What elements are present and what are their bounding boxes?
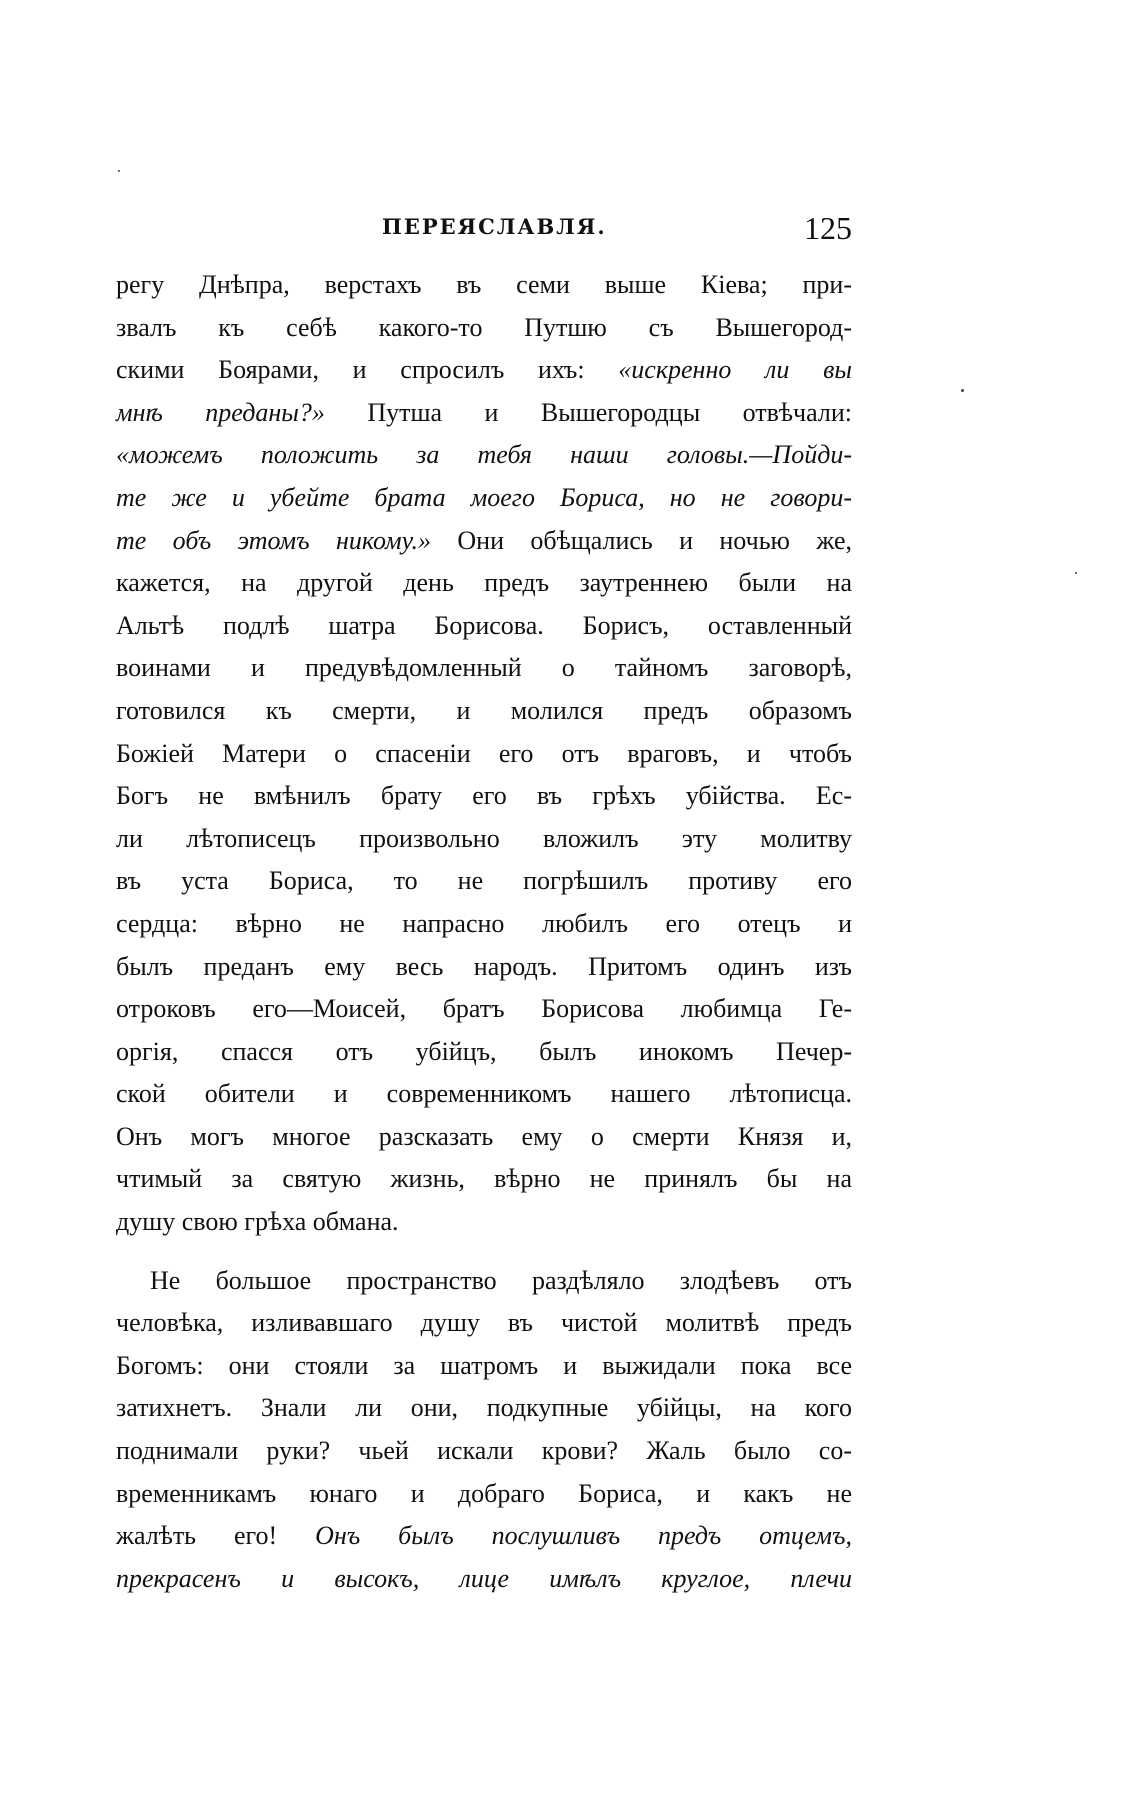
text-line [116, 1302, 852, 1345]
page-number: 125 [804, 210, 852, 246]
text-line [116, 1430, 852, 1473]
text-run: былъ преданъ ему весь народъ. Притомъ одинъ изъ [116, 951, 852, 981]
text-line [116, 647, 852, 690]
text-line [116, 1201, 852, 1244]
text-line [116, 733, 852, 776]
text-run: регу Днѣпра, верстахъ въ семи выше Кіева; при- [116, 270, 852, 299]
text-run: поднимали руки? чьей искали крови? Жаль было со- [116, 1436, 852, 1466]
text-run: жалѣть его! [116, 1521, 316, 1551]
text-run: сердца: вѣрно не напрасно любилъ его отецъ и [116, 908, 852, 938]
text-run: готовился къ смерти, и молился предъ образомъ [116, 695, 852, 725]
text-line [116, 520, 852, 563]
text-line [116, 775, 852, 818]
print-speck [961, 389, 964, 392]
text-line [116, 690, 852, 733]
text-run: Путша и Вышегородцы отвѣчали: [324, 397, 853, 427]
print-speck [118, 170, 120, 172]
text-run: оргія, спасся отъ убійцъ, былъ инокомъ Печер- [116, 1036, 852, 1066]
running-title: ПЕРЕЯСЛАВЛЯ. [382, 214, 607, 239]
text-line [116, 307, 852, 350]
text-run: затихнетъ. Знали ли они, подкупные убійцы, на кого [116, 1393, 852, 1423]
text-line [116, 860, 852, 903]
print-speck [1075, 572, 1077, 574]
text-run: Богомъ: они стояли за шатромъ и выжидали пока все [116, 1350, 852, 1380]
running-head [116, 210, 852, 250]
text-run: временникамъ юнаго и добраго Бориса, и какъ не [116, 1478, 852, 1508]
text-run: звалъ къ себѣ какого-то Путшю съ Вышегород- [116, 312, 852, 342]
text-line [116, 1260, 852, 1303]
text-line [116, 1473, 852, 1516]
text-run: кажется, на другой день предъ заутреннею были на [116, 568, 852, 598]
text-run: чтимый за святую жизнь, вѣрно не принялъ бы на [116, 1164, 852, 1194]
text-line [116, 1515, 852, 1558]
italic-text: «можемъ положить за тебя наши головы.—Пойди- [116, 440, 852, 470]
text-line [116, 1158, 852, 1201]
text-line [116, 946, 852, 989]
text-line [116, 605, 852, 648]
text-line [116, 349, 852, 392]
italic-text: «искренно ли вы [618, 355, 852, 385]
text-line [116, 1031, 852, 1074]
text-line [116, 1073, 852, 1116]
text-line [116, 1345, 852, 1388]
italic-text: те же и убейте брата моего Бориса, но не говори- [116, 482, 852, 512]
text-line [116, 988, 852, 1031]
paragraph [116, 1260, 852, 1601]
text-line [116, 562, 852, 605]
italic-text: Онъ былъ послушливъ предъ отцемъ, [315, 1521, 853, 1551]
text-run: въ уста Бориса, то не погрѣшилъ противу его [116, 866, 852, 896]
text-run: Не большое пространство раздѣляло злодѣевъ отъ [150, 1265, 852, 1295]
text-run: душу свою грѣха обмана. [116, 1207, 399, 1237]
body-text [116, 264, 852, 1600]
paragraph [116, 264, 852, 1244]
text-run: Богъ не вмѣнилъ брату его въ грѣхъ убійства. Ес- [116, 781, 852, 811]
text-run: ли лѣтописецъ произвольно вложилъ эту молитву [116, 823, 852, 853]
text-run: Онъ могъ многое разсказать ему о смерти Князя и, [116, 1121, 852, 1151]
text-line [116, 477, 852, 520]
text-line [116, 818, 852, 861]
text-run: отроковъ его—Моисей, братъ Борисова любимца Ге- [116, 994, 852, 1024]
italic-text: те объ этомъ никому.» [116, 525, 432, 555]
text-run: Они обѣщались и ночью же, [431, 525, 852, 555]
text-run: Божіей Матери о спасеніи его отъ враговъ, и чтобъ [116, 738, 852, 768]
text-run: скими Боярами, и спросилъ ихъ: [116, 355, 619, 385]
text-run: Альтѣ подлѣ шатра Борисова. Борисъ, оставленный [116, 610, 852, 640]
italic-text: прекрасенъ и высокъ, лице имѣлъ круглое, плечи [116, 1563, 852, 1593]
text-line [116, 392, 852, 435]
text-run: человѣка, изливавшаго душу въ чистой молитвѣ предъ [116, 1308, 852, 1338]
text-line [116, 1116, 852, 1159]
text-line [116, 903, 852, 946]
text-line [116, 434, 852, 477]
text-run: ской обители и современникомъ нашего лѣтописца. [116, 1079, 852, 1109]
text-line [116, 1387, 852, 1430]
text-line [116, 264, 852, 307]
text-line [116, 1558, 852, 1601]
text-run: воинами и предувѣдомленный о тайномъ заговорѣ, [116, 653, 852, 683]
italic-text: мнѣ преданы?» [116, 397, 325, 427]
